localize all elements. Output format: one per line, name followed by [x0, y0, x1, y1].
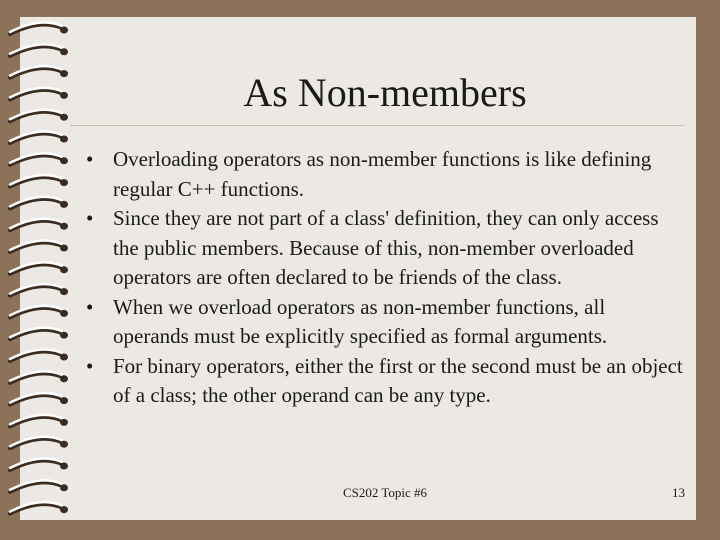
binding-ring — [10, 241, 68, 252]
bullet-text: Overloading operators as non-member functions is like defining regular C++ functions. — [113, 147, 652, 201]
bullet-marker: • — [86, 353, 94, 378]
slide-footer: CS202 Topic #6 — [342, 485, 428, 500]
binding-ring — [10, 480, 68, 491]
binding-ring — [10, 153, 68, 164]
binding-ring — [10, 66, 68, 77]
bullet-marker: • — [86, 147, 94, 171]
binding-ring — [10, 110, 68, 121]
bullet-marker: • — [86, 206, 94, 230]
binding-ring — [10, 88, 68, 99]
binding-ring — [10, 437, 68, 448]
bullet-text: For binary operators, either the first or the second must be an object of a class; the other operand can be any type. — [113, 353, 683, 407]
bullet-item — [86, 145, 686, 204]
binding-ring — [10, 197, 68, 208]
binding-ring — [10, 328, 68, 339]
binding-ring — [10, 262, 68, 273]
binding-ring — [10, 219, 68, 230]
binding-ring — [10, 306, 68, 317]
binding-ring — [10, 371, 68, 382]
binding-ring — [10, 175, 68, 186]
bullet-list — [86, 145, 686, 411]
spiral-binding-icon — [0, 0, 90, 540]
bullet-item — [86, 204, 686, 293]
page-number: 13 — [672, 485, 685, 500]
binding-ring — [10, 459, 68, 470]
title-divider — [70, 125, 684, 126]
binding-ring — [10, 415, 68, 426]
bullet-item — [86, 352, 686, 411]
binding-ring — [10, 393, 68, 404]
binding-ring — [10, 44, 68, 55]
slide-title: As Non-members — [243, 70, 527, 115]
bullet-text: When we overload operators as non-member functions, all operands must be explicitly specified as formal arguments. — [113, 294, 608, 348]
binding-ring — [10, 502, 68, 513]
bullet-marker: • — [86, 294, 94, 319]
bullet-item — [86, 293, 686, 352]
bullet-text: Since they are not part of a class' definition, they can only access the public members. Because of this, non-member overloaded operators are often declared to be friends of the class. — [113, 206, 659, 289]
binding-ring — [10, 350, 68, 361]
binding-ring — [10, 23, 68, 34]
binding-ring — [10, 284, 68, 295]
binding-ring — [10, 132, 68, 143]
